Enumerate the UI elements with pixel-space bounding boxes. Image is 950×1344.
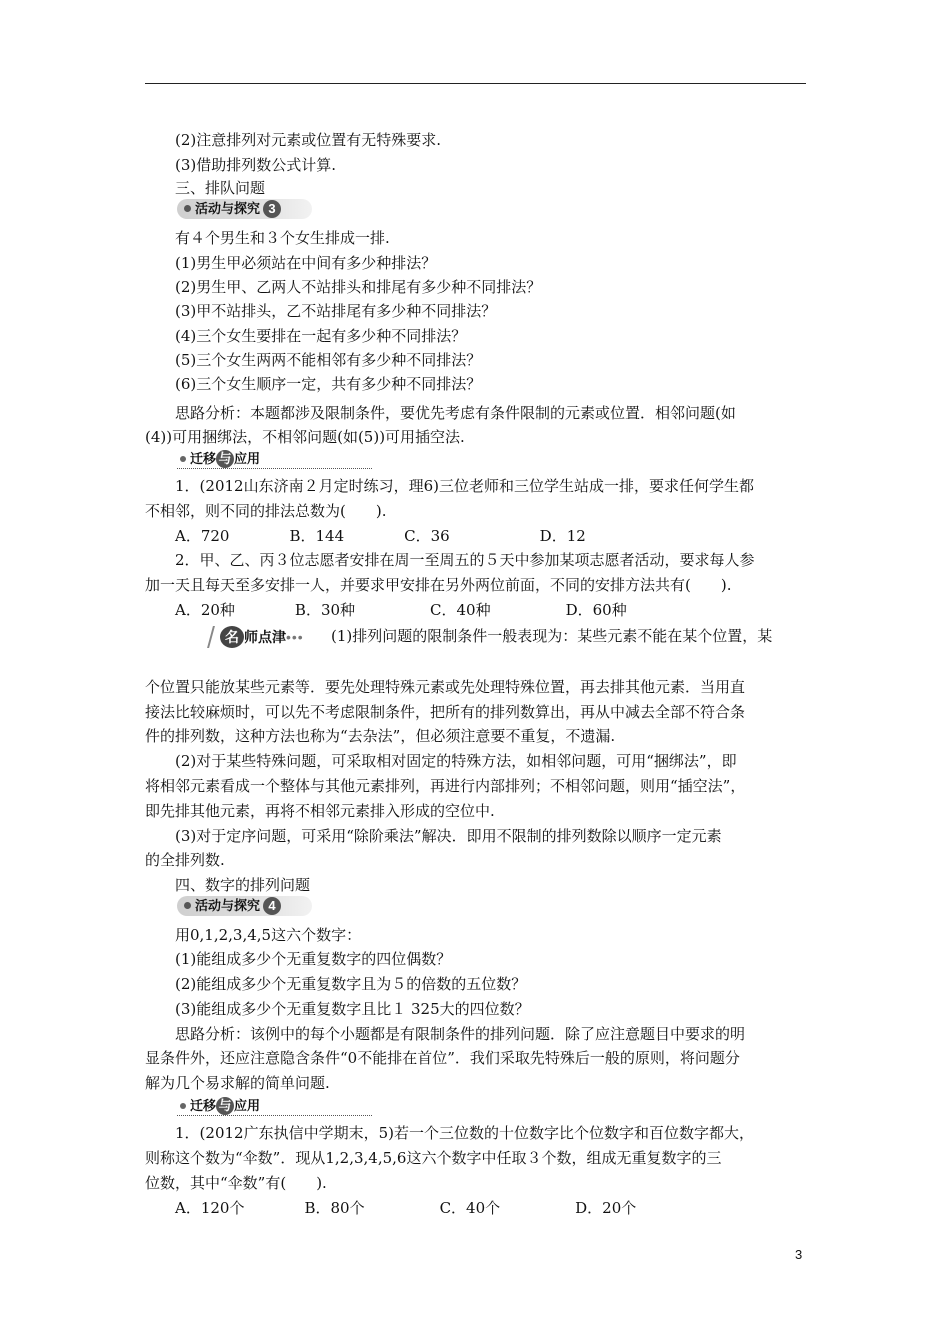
- text-line: 显条件外，还应注意隐含条件“0不能排在首位”．我们采取先特殊后一般的原则，将问题分: [145, 1049, 740, 1067]
- text-line: (3)甲不站排头，乙不站排尾有多少种不同排法？: [175, 302, 497, 320]
- text-line: (2)能组成多少个无重复数字且为５的倍数的五位数？: [175, 975, 527, 993]
- text-line: 用0,1,2,3,4,5这六个数字：: [175, 926, 362, 944]
- choices-line: A．120个 B．80个 C．40个 D．20个: [175, 1199, 637, 1217]
- tag-text: 应用: [234, 451, 261, 466]
- text-line: 位数，其中“伞数”有( ).: [145, 1174, 327, 1192]
- text-line: (6)三个女生顺序一定，共有多少种不同排法？: [175, 375, 482, 393]
- text-line: 则称这个数为“伞数”．现从1,2,3,4,5,6这六个数字中任取３个数，组成无重复数字的三: [145, 1149, 722, 1167]
- text-line: (1)能组成多少个无重复数字的四位偶数？: [175, 950, 452, 968]
- text-line: (2)注意排列对元素或位置有无特殊要求.: [175, 131, 442, 149]
- text-line: 接法比较麻烦时，可以先不考虑限制条件，把所有的排列数算出，再从中减去全部不符合条: [145, 703, 746, 721]
- text-line: (4)三个女生要排在一起有多少种不同排法？: [175, 327, 467, 345]
- text-line: 2．甲、乙、丙３位志愿者安排在周一至周五的５天中参加某项志愿者活动，要求每人参: [175, 551, 755, 569]
- text-line: 解为几个易求解的简单问题.: [145, 1074, 330, 1092]
- tip-dots: •••: [286, 629, 304, 645]
- badge-number: 3: [263, 200, 281, 218]
- text-line: 有４个男生和３个女生排成一排.: [175, 229, 390, 247]
- header-rule: [145, 83, 806, 84]
- section-heading: 四、数字的排列问题: [175, 876, 311, 894]
- text-line: (4))可用捆绑法，不相邻问题(如(5))可用插空法.: [145, 428, 465, 446]
- text-line: (1)排列问题的限制条件一般表现为：某些元素不能在某个位置，某: [331, 627, 773, 645]
- text-line: 思路分析：该例中的每个小题都是有限制条件的排列问题．除了应注意题目中要求的明: [175, 1025, 746, 1043]
- page-number: 3: [795, 1247, 803, 1262]
- text-line: (3)借助排列数公式计算.: [175, 156, 337, 174]
- text-line: (1)男生甲必须站在中间有多少种排法？: [175, 254, 437, 272]
- text-line: (2)对于某些特殊问题，可采取相对固定的特殊方法，如相邻问题，可用“捆绑法”，即: [175, 752, 737, 770]
- text-line: 思路分析：本题都涉及限制条件，要优先考虑有条件限制的元素或位置．相邻问题(如: [175, 404, 736, 422]
- tip-title: 师点津: [244, 629, 286, 645]
- choices-line: A．720 B．144 C．36 D．12: [175, 527, 586, 545]
- text-line: (3)能组成多少个无重复数字且比１ 325大的四位数？: [175, 1000, 530, 1018]
- tag-mid: 与: [216, 1097, 234, 1115]
- tip-mark-icon: [207, 626, 221, 648]
- tag-text: 迁移: [190, 1098, 217, 1113]
- bullet-icon: [184, 205, 191, 212]
- tip-ming: 名: [220, 626, 244, 648]
- bullet-icon: [184, 902, 191, 909]
- tag-text: 迁移: [190, 451, 217, 466]
- text-line: 1．(2012广东执信中学期末，5)若一个三位数的十位数字比个位数字和百位数字都大，: [175, 1124, 754, 1142]
- badge-label: 活动与探究: [195, 898, 261, 913]
- tag-text: 应用: [234, 1098, 261, 1113]
- text-line: 件的排列数，这种方法也称为“去杂法”，但必须注意要不重复，不遗漏.: [145, 727, 616, 745]
- badge-label: 活动与探究: [195, 201, 261, 216]
- text-line: 个位置只能放某些元素等．要先处理特殊元素或先处理特殊位置，再去排其他元素．当用直: [145, 678, 746, 696]
- choices-line: A．20种 B．30种 C．40种 D．60种: [175, 601, 627, 619]
- text-line: 将相邻元素看成一个整体与其他元素排列，再进行内部排列；不相邻问题，则用“插空法”，: [145, 777, 746, 795]
- tag-mid: 与: [216, 450, 234, 468]
- activity-badge-3: [177, 199, 312, 219]
- practice-tag: [177, 1097, 372, 1116]
- text-line: (2)男生甲、乙两人不站排头和排尾有多少种不同排法？: [175, 278, 542, 296]
- text-line: 的全排列数.: [145, 851, 225, 869]
- text-line: 不相邻，则不同的排法总数为( ).: [145, 502, 387, 520]
- bullet-icon: [180, 1103, 186, 1109]
- text-line: 即先排其他元素，再将不相邻元素排入形成的空位中.: [145, 802, 495, 820]
- activity-badge-4: [177, 896, 312, 916]
- text-line: 加一天且每天至多安排一人，并要求甲安排在另外两位前面，不同的安排方法共有( ).: [145, 576, 732, 594]
- teacher-tip-tag: [210, 626, 304, 648]
- text-line: 1．(2012山东济南２月定时练习，理6)三位老师和三位学生站成一排，要求任何学生都: [175, 477, 754, 495]
- bullet-icon: [180, 456, 186, 462]
- practice-tag: [177, 450, 372, 469]
- section-heading: 三、排队问题: [175, 179, 266, 197]
- badge-number: 4: [263, 897, 281, 915]
- text-line: (3)对于定序问题，可采用“除阶乘法”解决．即用不限制的排列数除以顺序一定元素: [175, 827, 722, 845]
- text-line: (5)三个女生两两不能相邻有多少种不同排法？: [175, 351, 482, 369]
